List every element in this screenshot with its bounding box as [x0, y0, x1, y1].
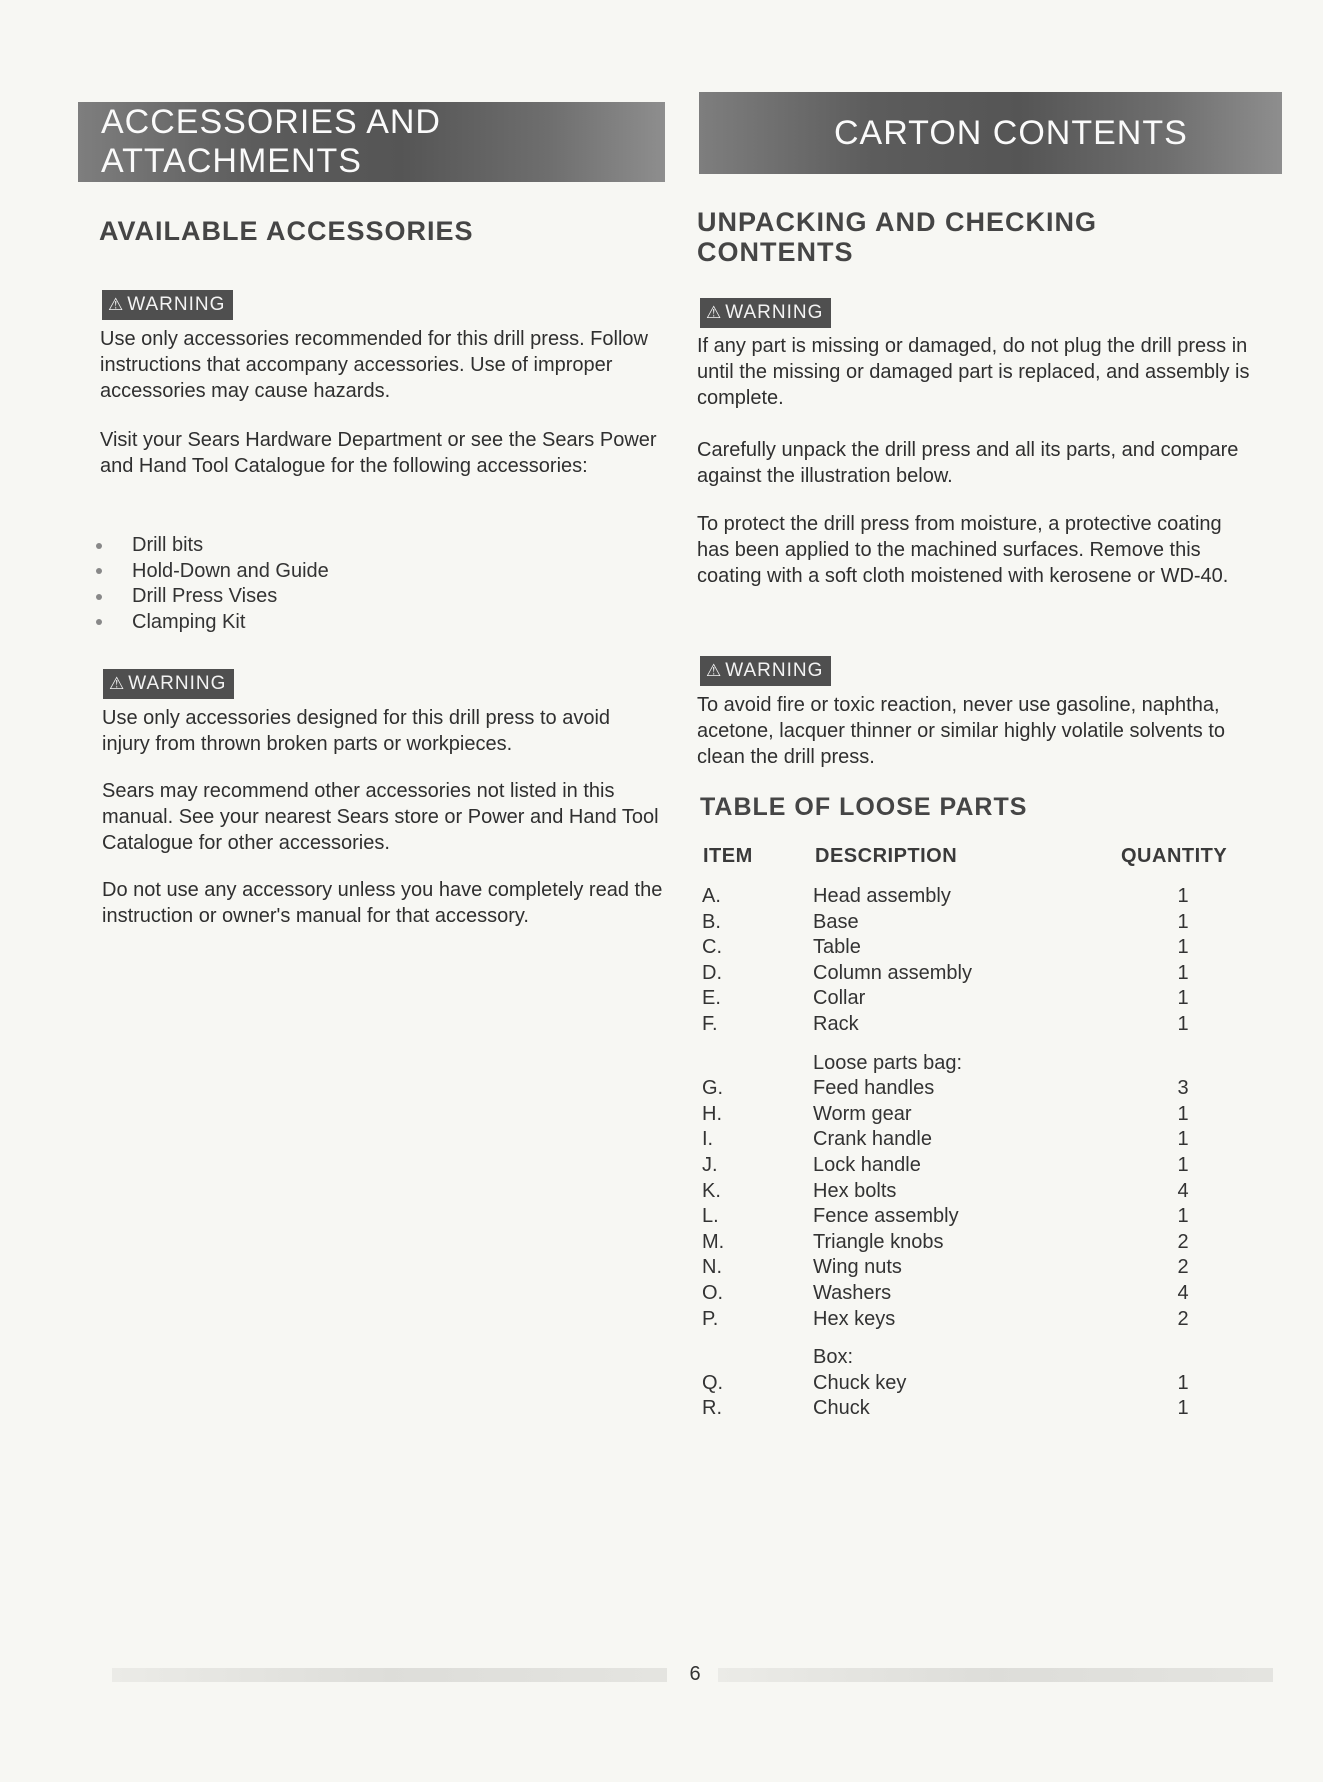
warning-triangle-icon: ⚠ — [706, 661, 723, 680]
column-header-description: DESCRIPTION — [815, 845, 958, 867]
description-cell: Box: — [813, 1346, 854, 1369]
quantity-cell: 4 — [1177, 1179, 1189, 1202]
footer-rule-left — [112, 1668, 667, 1682]
list-item: Hold-Down and Guide — [96, 559, 329, 585]
warning-text-solvents: To avoid fire or toxic reaction, never use gasoline, naphtha, acetone, lacquer thinner or similar highly volatile solvents to clean the drill press. — [697, 694, 1226, 768]
item-cell: H. — [702, 1102, 722, 1125]
quantity-cell: 1 — [1177, 1205, 1189, 1228]
item-cell: N. — [702, 1256, 722, 1279]
banner-title: CARTON CONTENTS — [834, 113, 1188, 152]
table-row — [700, 1307, 1220, 1333]
item-cell: O. — [702, 1281, 724, 1304]
loose-parts-table — [700, 884, 1220, 1422]
table-row — [700, 1230, 1220, 1256]
description-cell: Collar — [813, 987, 866, 1010]
description-cell: Head assembly — [813, 885, 951, 907]
warning-label: WARNING — [127, 294, 226, 315]
table-row — [700, 1076, 1220, 1102]
warning-label: WARNING — [725, 302, 824, 323]
item-cell: G. — [702, 1077, 724, 1100]
description-cell: Triangle knobs — [813, 1230, 944, 1253]
bullet-icon — [96, 568, 102, 574]
unpacking-heading: UNPACKING AND CHECKING CONTENTS — [697, 207, 1097, 267]
column-header-item: ITEM — [703, 845, 753, 867]
description-cell: Chuck — [813, 1397, 870, 1420]
item-cell: C. — [702, 936, 722, 959]
page-number: 6 — [689, 1663, 701, 1685]
description-cell: Table — [813, 936, 861, 959]
warning-triangle-icon: ⚠ — [108, 295, 125, 314]
available-accessories-heading: AVAILABLE ACCESSORIES — [99, 216, 474, 246]
quantity-cell: 2 — [1177, 1256, 1189, 1279]
item-cell: L. — [702, 1205, 719, 1228]
item-cell: D. — [702, 961, 722, 984]
description-cell: Washers — [813, 1281, 892, 1304]
item-cell: K. — [702, 1179, 721, 1202]
item-cell: F. — [702, 1012, 718, 1035]
table-row — [700, 1371, 1220, 1397]
warning-triangle-icon: ⚠ — [706, 303, 723, 322]
quantity-cell: 2 — [1177, 1230, 1189, 1253]
quantity-cell: 1 — [1177, 1128, 1189, 1151]
protective-coating-text: To protect the drill press from moisture, a protective coating has been applied to the machined surfaces. Remove this coating with a soft cloth moistened with kerosene or WD-40. — [697, 513, 1229, 587]
description-cell: Lock handle — [813, 1153, 921, 1176]
item-cell: E. — [702, 987, 721, 1010]
warning-label: WARNING — [725, 660, 824, 681]
bullet-icon — [96, 619, 102, 625]
table-group-label-row — [700, 1345, 1220, 1371]
do-not-use-text: Do not use any accessory unless you have completely read the instruction or owner's manual for that accessory. — [102, 879, 663, 927]
warning-badge — [102, 290, 233, 320]
quantity-cell: 1 — [1177, 1012, 1189, 1035]
warning-text-missing-parts: If any part is missing or damaged, do not plug the drill press in until the missing or damaged part is replaced, and assembly is complete. — [697, 335, 1250, 409]
table-row — [700, 961, 1220, 987]
description-cell: Crank handle — [813, 1128, 932, 1151]
table-row — [700, 1255, 1220, 1281]
quantity-cell: 1 — [1177, 1397, 1189, 1420]
sears-recommend-text: Sears may recommend other accessories not listed in this manual. See your nearest Sears store or Power and Hand Tool Catalogue for other accessories. — [102, 780, 659, 854]
footer-rule-right — [718, 1668, 1273, 1682]
quantity-cell: 1 — [1177, 1153, 1189, 1176]
column-header-quantity: QUANTITY — [1121, 845, 1228, 867]
description-cell: Fence assembly — [813, 1205, 959, 1228]
table-group-label-row — [700, 1051, 1220, 1077]
table-row — [700, 884, 1220, 910]
unpack-text: Carefully unpack the drill press and all its parts, and compare against the illustration below. — [697, 439, 1239, 487]
table-row — [700, 1127, 1220, 1153]
warning-badge — [700, 298, 831, 328]
quantity-cell: 1 — [1177, 885, 1189, 907]
list-item: Clamping Kit — [96, 610, 329, 636]
accessories-list — [96, 533, 329, 635]
warning-label: WARNING — [128, 673, 227, 694]
quantity-cell: 1 — [1177, 961, 1189, 984]
warning-text-designed-accessories: Use only accessories designed for this drill press to avoid injury from thrown broken parts or workpieces. — [102, 707, 611, 755]
table-row — [700, 1102, 1220, 1128]
bullet-icon — [96, 594, 102, 600]
quantity-cell: 1 — [1177, 936, 1189, 959]
quantity-cell: 1 — [1177, 1102, 1189, 1125]
table-row — [700, 986, 1220, 1012]
table-row — [700, 1281, 1220, 1307]
banner-title: ACCESSORIES AND ATTACHMENTS — [101, 103, 441, 180]
item-cell: R. — [702, 1397, 722, 1420]
warning-triangle-icon: ⚠ — [109, 674, 126, 693]
description-cell: Column assembly — [813, 961, 972, 984]
quantity-cell: 2 — [1177, 1307, 1189, 1330]
warning-text-recommended-accessories: Use only accessories recommended for this drill press. Follow instructions that accompany accessories. Use of improper accessories may cause hazards. — [100, 328, 648, 402]
warning-badge — [103, 669, 234, 699]
section-banner-accessories — [78, 102, 665, 182]
description-cell: Wing nuts — [813, 1256, 902, 1279]
section-banner-carton-contents — [699, 92, 1282, 174]
item-cell: B. — [702, 910, 721, 933]
visit-sears-text: Visit your Sears Hardware Department or see the Sears Power and Hand Tool Catalogue for the following accessories: — [100, 429, 657, 477]
table-row — [700, 1012, 1220, 1038]
item-cell: M. — [702, 1230, 725, 1253]
table-row — [700, 1396, 1220, 1422]
quantity-cell: 3 — [1177, 1077, 1189, 1100]
list-item: Drill Press Vises — [96, 584, 329, 610]
list-item: Drill bits — [96, 533, 329, 559]
description-cell: Chuck key — [813, 1371, 907, 1394]
quantity-cell: 4 — [1177, 1281, 1189, 1304]
description-cell: Loose parts bag: — [813, 1051, 962, 1074]
description-cell: Worm gear — [813, 1102, 912, 1125]
quantity-cell: 1 — [1177, 987, 1189, 1010]
table-row — [700, 1153, 1220, 1179]
item-cell: I. — [702, 1128, 714, 1151]
item-cell: P. — [702, 1307, 719, 1330]
table-row — [700, 1179, 1220, 1205]
table-row — [700, 935, 1220, 961]
warning-badge — [700, 656, 831, 686]
table-row — [700, 1204, 1220, 1230]
description-cell: Base — [813, 910, 859, 933]
description-cell: Hex keys — [813, 1307, 896, 1330]
bullet-icon — [96, 543, 102, 549]
table-of-loose-parts-heading: TABLE OF LOOSE PARTS — [700, 793, 1028, 821]
description-cell: Rack — [813, 1012, 859, 1035]
item-cell: J. — [702, 1153, 718, 1176]
description-cell: Hex bolts — [813, 1179, 897, 1202]
description-cell: Feed handles — [813, 1077, 935, 1100]
table-row — [700, 910, 1220, 936]
item-cell: A. — [702, 885, 721, 907]
quantity-cell: 1 — [1177, 910, 1189, 933]
item-cell: Q. — [702, 1371, 724, 1394]
quantity-cell: 1 — [1177, 1371, 1189, 1394]
